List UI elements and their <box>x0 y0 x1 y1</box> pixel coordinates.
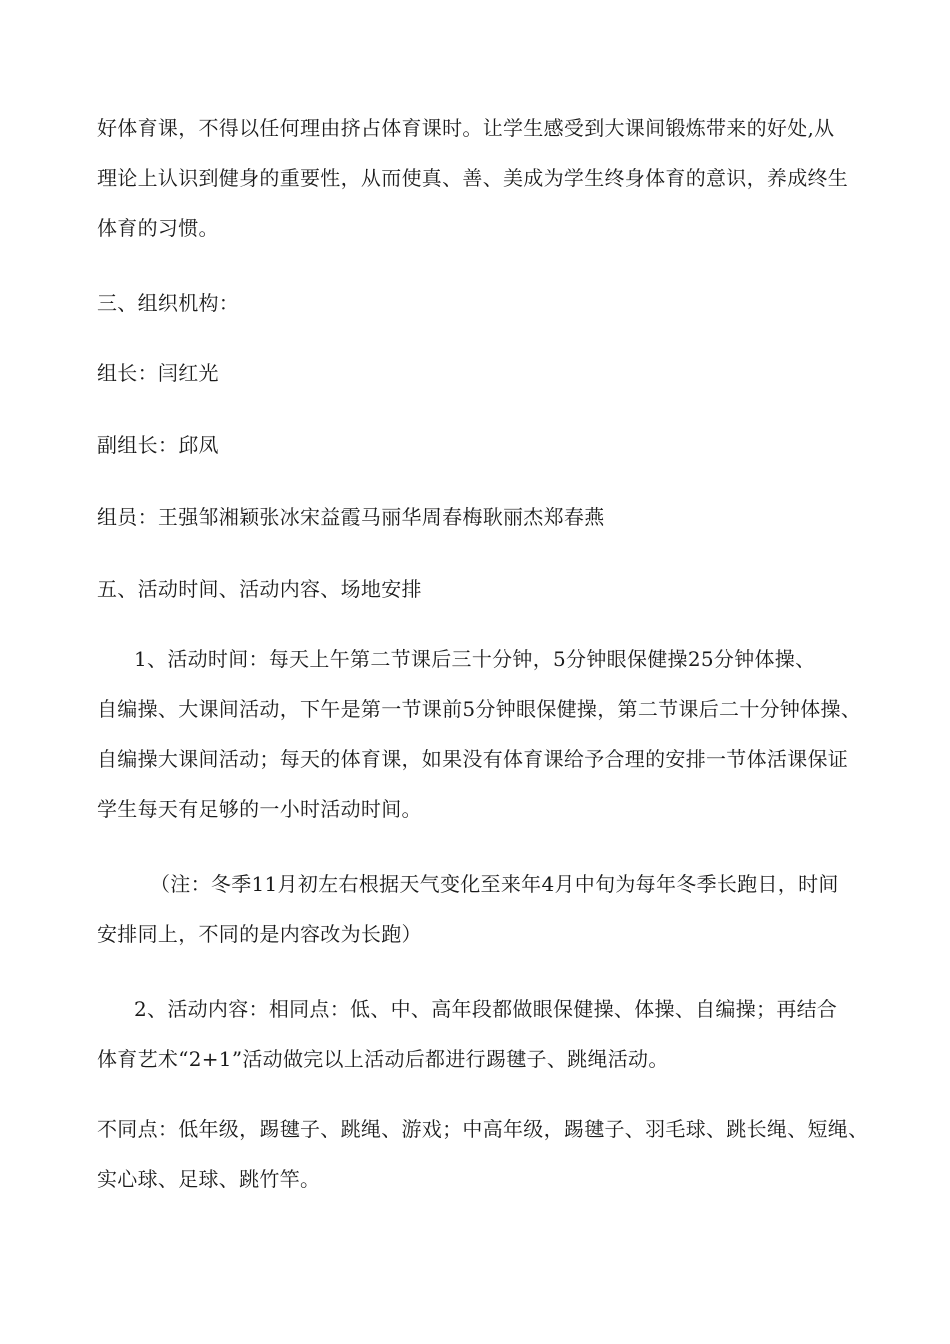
item-two-line-2: 体育艺术“2+1”活动做完以上活动后都进行踢毽子、跳绳活动。 <box>97 1047 669 1071</box>
item-one-line-2: 自编操、大课间活动，下午是第一节课前5分钟眼保健操，第二节课后二十分钟体操、 <box>97 697 862 721</box>
section-three-heading: 三、组织机构： <box>97 291 240 315</box>
item-one-line-3: 自编操大课间活动；每天的体育课，如果没有体育课给予合理的安排一节体活课保证 <box>97 747 849 771</box>
item-one-line-4: 学生每天有足够的一小时活动时间。 <box>97 797 422 821</box>
differences-line-1: 不同点：低年级，踢毽子、跳绳、游戏；中高年级，踢毽子、羽毛球、跳长绳、短绳、 <box>97 1117 869 1141</box>
note-line-1: （注：冬季11月初左右根据天气变化至来年4月中旬为每年冬季长跑日，时间 <box>150 872 839 896</box>
section-five-heading: 五、活动时间、活动内容、场地安排 <box>97 577 422 601</box>
item-one-line-1: 1、活动时间：每天上午第二节课后三十分钟，5分钟眼保健操25分钟体操、 <box>134 647 816 671</box>
intro-line-2: 理论上认识到健身的重要性，从而使真、善、美成为学生终身体育的意识，养成终生 <box>97 166 849 190</box>
differences-line-2: 实心球、足球、跳竹竿。 <box>97 1167 321 1191</box>
deputy-leader: 副组长：邱凤 <box>97 433 219 457</box>
intro-line-1: 好体育课，不得以任何理由挤占体育课时。让学生感受到大课间锻炼带来的好处,从 <box>97 116 835 140</box>
item-two-line-1: 2、活动内容：相同点：低、中、高年段都做眼保健操、体操、自编操；再结合 <box>134 997 838 1021</box>
note-line-2: 安排同上，不同的是内容改为长跑） <box>97 922 422 946</box>
intro-line-3: 体育的习惯。 <box>97 216 219 240</box>
members-line: 组员：王强邹湘颖张冰宋益霞马丽华周春梅耿丽杰郑春燕 <box>97 505 605 529</box>
group-leader: 组长：闫红光 <box>97 361 219 385</box>
